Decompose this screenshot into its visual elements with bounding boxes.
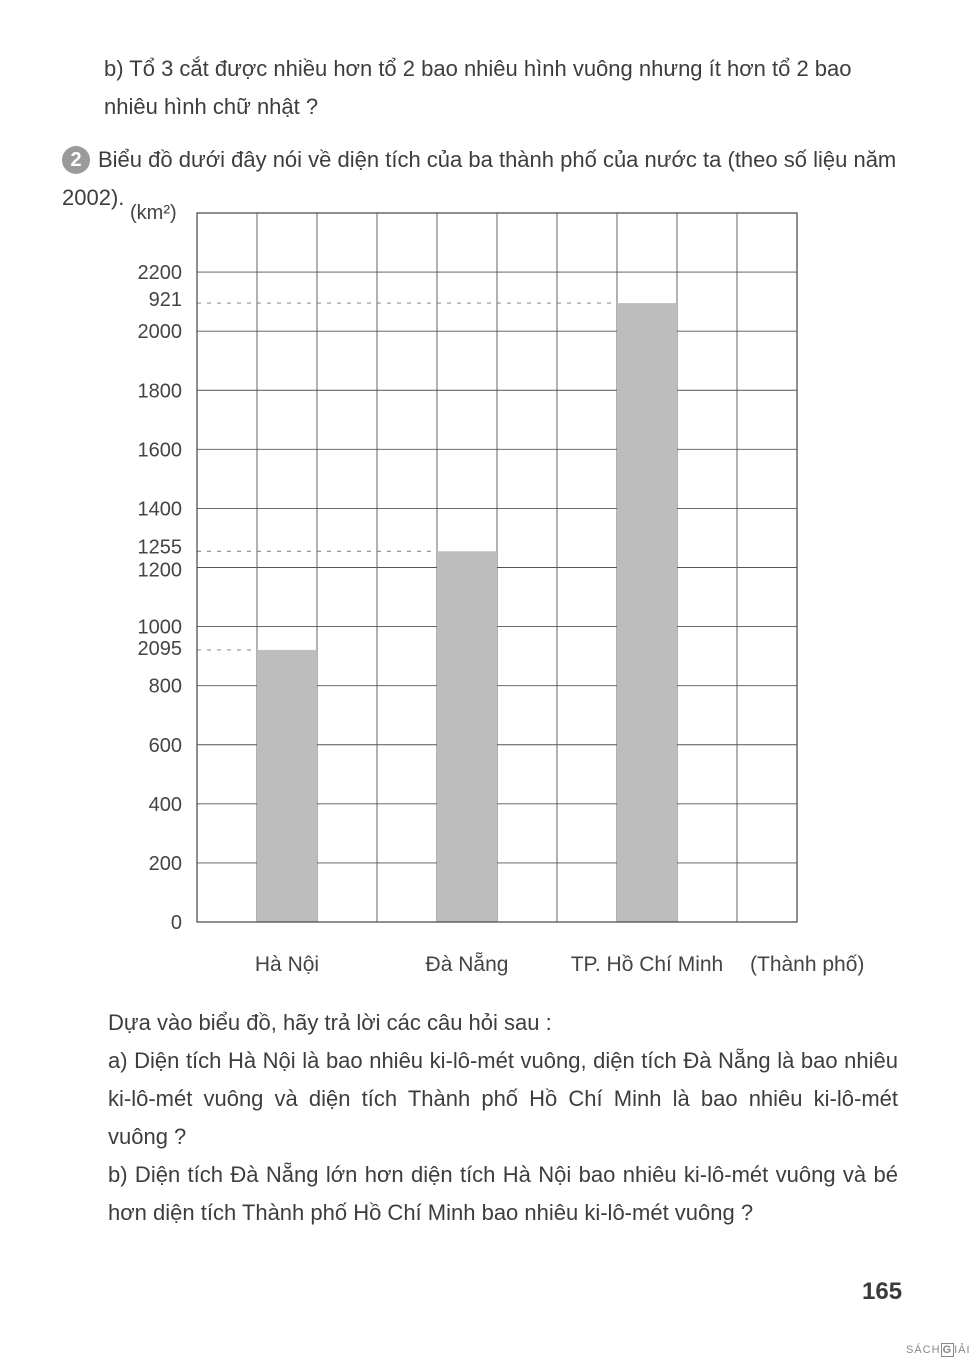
y-tick-label: 600: [148, 734, 182, 757]
exercise-text: Biểu đồ dưới đây nói về diện tích của ba thành phố của nước ta (theo số liệu năm 2002).: [62, 147, 897, 210]
y-tick-label: 400: [148, 793, 182, 816]
x-axis-label: (Thành phố): [750, 953, 865, 976]
y-tick-label: 1800: [137, 380, 182, 403]
previous-question-b: b) Tổ 3 cắt được nhiều hơn tổ 2 bao nhiêu hình vuông nhưng ít hơn tổ 2 bao nhiêu hình chữ nhật ?: [104, 56, 852, 119]
y-value-label: 921: [148, 289, 182, 312]
chart-bars: [257, 303, 677, 922]
chart-guides: [197, 303, 617, 650]
y-tick-label: 200: [148, 852, 182, 875]
bar-1: [257, 650, 317, 922]
exercise-number-badge: 2: [62, 146, 90, 174]
bar-3: [617, 303, 677, 922]
x-category-label: Hà Nội: [254, 953, 320, 976]
y-tick-label: 2000: [137, 321, 182, 344]
x-category-labels: [255, 953, 723, 976]
y-axis-unit-label: (km²): [130, 202, 177, 224]
y-tick-label: 1400: [137, 498, 182, 521]
y-tick-label: 800: [148, 675, 182, 698]
question-b: b) Diện tích Đà Nẵng lớn hơn diện tích Hà Nội bao nhiêu ki-lô-mét vuông và bé hơn diện tích Thành phố Hồ Chí Minh bao nhiêu ki-lô-mét vuông ?: [108, 1162, 898, 1225]
y-tick-label: 0: [170, 912, 182, 934]
x-category-label: Đà Nẵng: [425, 953, 509, 976]
page-number: 165: [862, 1278, 903, 1305]
y-tick-labels: [138, 262, 183, 934]
question-a: a) Diện tích Hà Nội là bao nhiêu ki-lô-mét vuông, diện tích Đà Nẵng là bao nhiêu ki-lô-mét vuông và diện tích Thành phố Hồ Chí Minh là bao nhiêu ki-lô-mét vuông ?: [108, 1048, 898, 1149]
y-tick-label: 2200: [137, 262, 182, 285]
bar-2: [437, 551, 497, 922]
x-category-label: TP. Hồ Chí Minh: [570, 953, 724, 976]
watermark-logo: SÁCH G IẢI: [906, 1344, 971, 1356]
y-tick-label: 1000: [137, 616, 182, 639]
y-tick-label: 1200: [137, 559, 182, 582]
y-value-label: 1255: [137, 536, 182, 559]
questions-intro: Dựa vào biểu đồ, hãy trả lời các câu hỏi sau :: [108, 1010, 552, 1035]
questions-block: [108, 1004, 898, 1232]
y-value-label: 2095: [137, 637, 182, 660]
y-tick-label: 1600: [137, 439, 182, 462]
